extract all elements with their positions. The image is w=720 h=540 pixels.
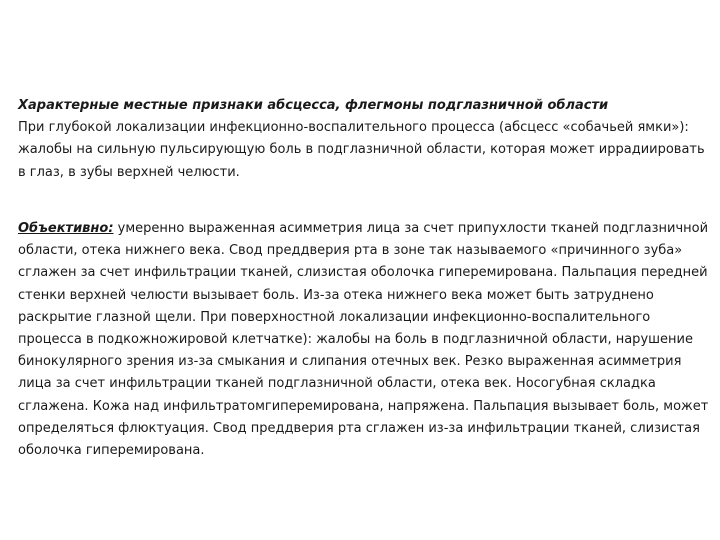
section-heading: Характерные местные признаки абсцесса, флегмоны подглазничной области — [18, 98, 609, 113]
section-local-signs — [18, 95, 712, 184]
objective-lead: Объективно: — [18, 221, 114, 236]
section-objective — [18, 218, 712, 462]
objective-text: умеренно выраженная асимметрия лица за счет припухлости тканей подглазничной области, отека нижнего века. Свод преддверия рта в зоне так называемого «причинного зуба» сглажен за счет инфильтрации тканей, слизистая оболочка гиперемирована. Пальпация передней стенки верхней челюсти вызывает боль. Из-за отека нижнего века может быть затруднено раскрытие глазной щели. При поверхностной локализации инфекционно-воспалительного процесса в подкожножировой клетчатке): жалобы на боль в подглазничной области, нарушение бинокулярного зрения из-за смыкания и слипания отечных век. Резко выраженная асимметрия лица за счет инфильтрации тканей подглазничной области, отека век. Носогубная складка сглажена. Кожа над инфильтратомгиперемирована, напряжена. Пальпация вызывает боль, может определяться флюктуация. Свод преддверия рта сглажен из-за инфильтрации тканей, слизистая оболочка гиперемирована. — [18, 221, 709, 459]
objective-paragraph — [18, 218, 712, 462]
complaints-paragraph: При глубокой локализации инфекционно-воспалительного процесса (абсцесс «собачьей ямки»): жалобы на сильную пульсирующую боль в подглазничной области, которая может иррадиировать в глаз, в зубы верхней челюсти. — [18, 120, 705, 180]
